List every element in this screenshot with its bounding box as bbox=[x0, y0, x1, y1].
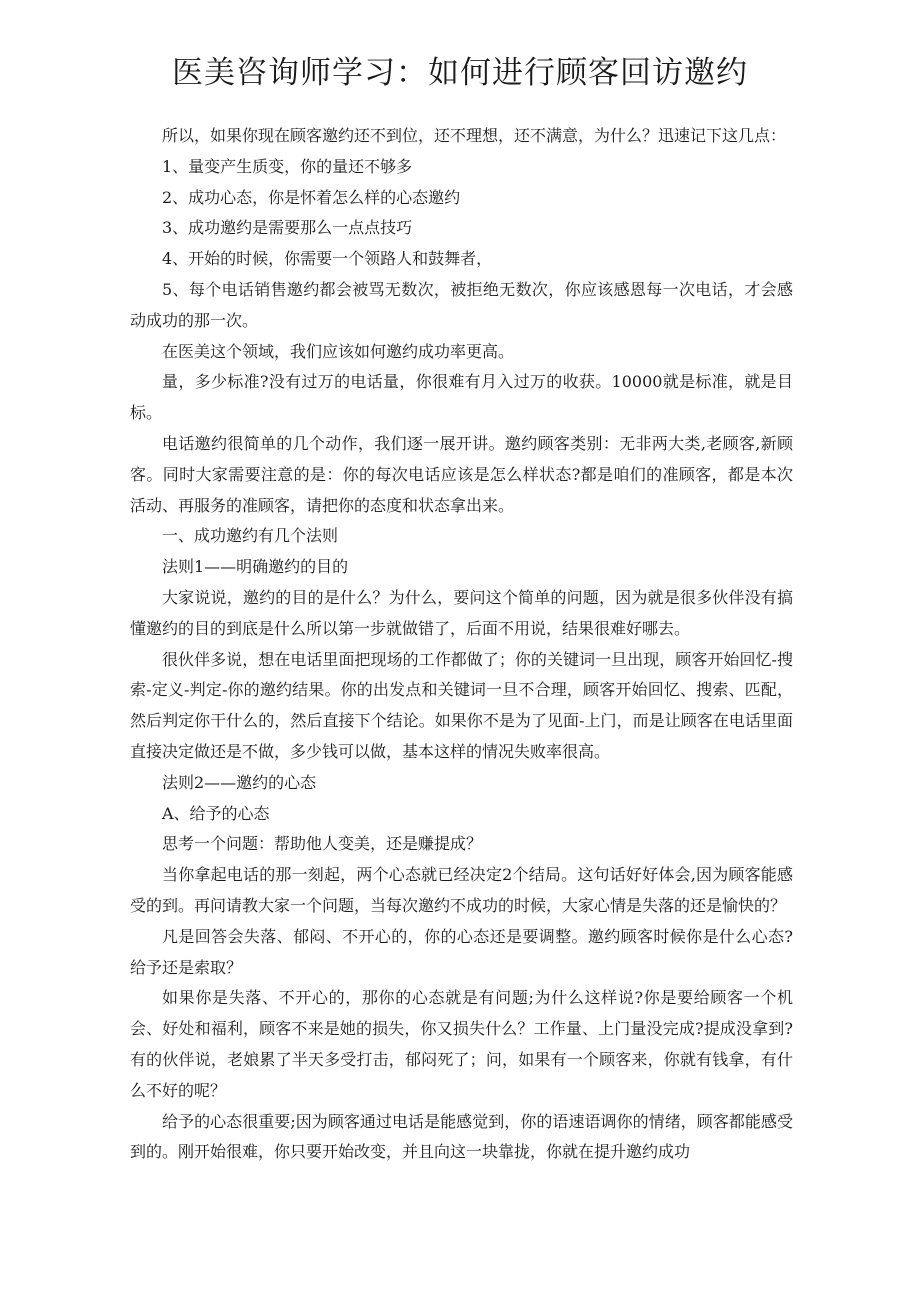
paragraph: 很伙伴多说，想在电话里面把现场的工作都做了；你的关键词一旦出现，顾客开始回忆-搜索-定义-判定-你的邀约结果。你的出发点和关键词一旦不合理，顾客开始回忆、搜索、匹配，然后判定你干什么的，然后直接下个结论。如果你不是为了见面-上门，而是让顾客在电话里面直接决定做还是不做，多少钱可以做，基本这样的情况失败率很高。 bbox=[130, 649, 793, 761]
section-heading: 一、成功邀约有几个法则 bbox=[162, 526, 339, 546]
paragraph: 1、量变产生质变，你的量还不够多 bbox=[162, 156, 413, 176]
paragraph: 思考一个问题：帮助他人变美，还是赚提成？ bbox=[162, 834, 483, 854]
paragraph: 2、成功心态，你是怀着怎么样的心态邀约 bbox=[162, 187, 461, 207]
rule-heading: 法则2——邀约的心态 bbox=[162, 772, 317, 792]
paragraph: 当你拿起电话的那一刻起，两个心态就已经决定2个结局。这句话好好体会,因为顾客能感受的到。再问请教大家一个问题，当每次邀约不成功的时候，大家心情是失落的还是愉快的？ bbox=[130, 865, 793, 915]
paragraph: 4、开始的时候，你需要一个领路人和鼓舞者， bbox=[162, 249, 493, 269]
paragraph: 如果你是失落、不开心的，那你的心态就是有问题;为什么这样说?你是要给顾客一个机会、好处和福利，顾客不来是她的损失，你又损失什么？工作量、上门量没完成?提成没拿到?有的伙伴说，老娘累了半天多受打击，郁闷死了；问，如果有一个顾客来，你就有钱拿，有什么不好的呢？ bbox=[130, 988, 793, 1100]
paragraph: 3、成功邀约是需要那么一点点技巧 bbox=[162, 218, 413, 238]
paragraph: 所以，如果你现在顾客邀约还不到位，还不理想，还不满意，为什么？迅速记下这几点： bbox=[162, 126, 787, 145]
paragraph: 5、每个电话销售邀约都会被骂无数次，被拒绝无数次，你应该感恩每一次电话，才会感动成功的那一次。 bbox=[130, 279, 793, 330]
page-title: 医美咨询师学习：如何进行顾客回访邀约 bbox=[172, 55, 748, 91]
paragraph: 量，多少标准?没有过万的电话量，你很难有月入过万的收获。10000就是标准，就是目标。 bbox=[130, 372, 793, 423]
rule-heading: 法则1——明确邀约的目的 bbox=[162, 557, 349, 577]
paragraph: 凡是回答会失落、郁闷、不开心的，你的心态还是要调整。邀约顾客时候你是什么心态?给予还是索取？ bbox=[130, 926, 793, 977]
subsection-heading: A、给予的心态 bbox=[162, 803, 270, 823]
paragraph: 在医美这个领域，我们应该如何邀约成功率更高。 bbox=[162, 341, 515, 361]
paragraph: 大家说说，邀约的目的是什么？为什么，要问这个简单的问题，因为就是很多伙伴没有搞懂邀约的目的到底是什么所以第一步就做错了，后面不用说，结果很难好哪去。 bbox=[130, 587, 793, 638]
document-body bbox=[130, 121, 793, 1168]
paragraph: 电话邀约很简单的几个动作，我们逐一展开讲。邀约顾客类别：无非两大类,老顾客,新顾客。同时大家需要注意的是：你的每次电话应该是怎么样状态?都是咱们的准顾客，都是本次活动、再服务的准顾客，请把你的态度和状态拿出来。 bbox=[130, 433, 793, 515]
paragraph: 给予的心态很重要;因为顾客通过电话是能感觉到，你的语速语调你的情绪，顾客都能感受到的。刚开始很难，你只要开始改变，并且向这一块靠拢，你就在提升邀约成功 bbox=[130, 1111, 793, 1162]
